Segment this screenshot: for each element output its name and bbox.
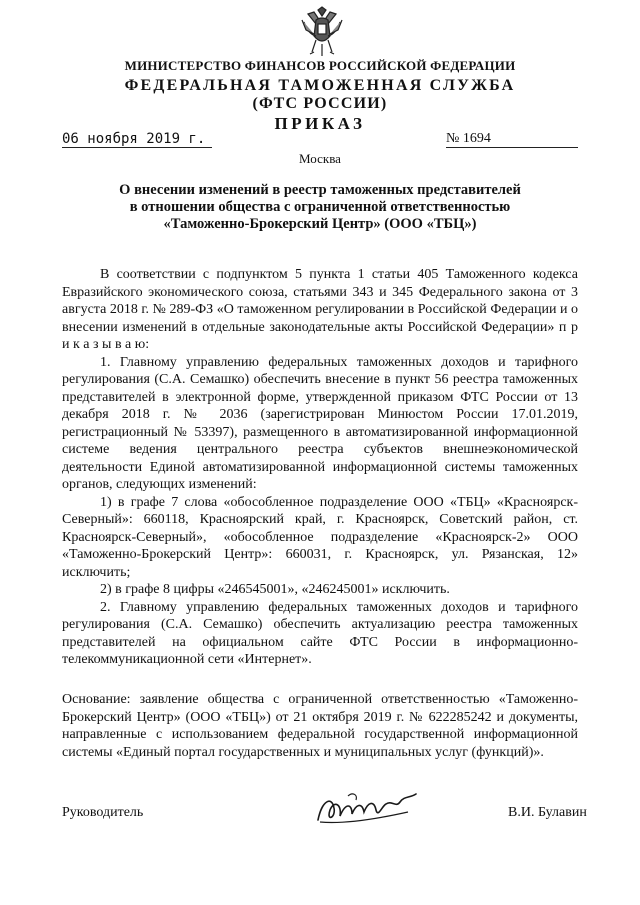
title-line: «Таможенно-Брокерский Центр» (ООО «ТБЦ») <box>163 216 477 232</box>
body-paragraph: 1) в графе 7 слова «обособленное подразделение ООО «ТБЦ» «Красноярск-Северный»: 660118, Красноярский край, г. Красноярск, Советский район, ст. Красноярск-Северный», «обособленное подразделение «Красноярск-2» ООО «Таможенно-Брокерский Центр»: 660031, г. Красноярск, ул. Рязанская, 12» исключить; <box>62 494 578 580</box>
body-paragraph: В соответствии с подпунктом 5 пункта 1 статьи 405 Таможенного кодекса Евразийского экономического союза, статьями 343 и 345 Федерального закона от 3 августа 2018 г. № 289-ФЗ «О таможенном регулировании в Российской Федерации и о внесении изменений в отдельные законодательные акты Российской Федерации» п р и к а з ы в а ю: <box>62 267 578 352</box>
document-title <box>60 182 580 233</box>
service-abbreviation: (ФТС РОССИИ) <box>252 95 388 112</box>
coat-of-arms-icon <box>300 6 344 58</box>
document-body <box>62 266 578 669</box>
basis-note <box>62 691 578 761</box>
title-line: в отношении общества с ограниченной ответственностью <box>129 199 511 215</box>
title-line: О внесении изменений в реестр таможенных представителей <box>119 182 521 198</box>
order-date: 06 ноября 2019 г. <box>62 131 212 148</box>
signatory-role: Руководитель <box>62 805 144 820</box>
signatory-name: В.И. Булавин <box>508 805 587 820</box>
order-number: № 1694 <box>446 131 578 148</box>
document-type: ПРИКАЗ <box>274 114 366 133</box>
body-paragraph: 2. Главному управлению федеральных таможенных доходов и тарифного регулирования (С.А. Семашко) обеспечить актуализацию реестра таможенных представителей на официальном сайте ФТС России в информационно-телекоммуникационной сети «Интернет». <box>62 599 578 667</box>
service-name: ФЕДЕРАЛЬНАЯ ТАМОЖЕННАЯ СЛУЖБА <box>124 77 516 94</box>
issue-city: Москва <box>299 151 341 166</box>
basis-paragraph: Основание: заявление общества с ограниченной ответственностью «Таможенно-Брокерский Центр» (ООО «ТБЦ») от 21 октября 2019 г. № 622285242 и документы, направленные с использованием федеральной государственной информационной системы «Единый портал государственных и муниципальных услуг (функций)». <box>62 692 578 760</box>
ministry-name: МИНИСТЕРСТВО ФИНАНСОВ РОССИЙСКОЙ ФЕДЕРАЦИИ <box>124 58 516 73</box>
body-paragraph: 2) в графе 8 цифры «246545001», «246245001» исключить. <box>100 582 450 597</box>
body-paragraph: 1. Главному управлению федеральных таможенных доходов и тарифного регулирования (С.А. Семашко) обеспечить внесение в пункт 56 реестра таможенных представителей в электронной форме, утвержденной приказом ФТС России от 13 декабря 2018 г. № 2036 (зарегистрирован Минюстом России 17.01.2019, регистрационный № 53397), размещенного в автоматизированной информационной системе ведения центрального реестра субъектов внешнеэкономической деятельности Единой автоматизированной информационной системы таможенных органов, следующих изменений: <box>62 354 578 492</box>
handwritten-signature <box>312 790 422 830</box>
